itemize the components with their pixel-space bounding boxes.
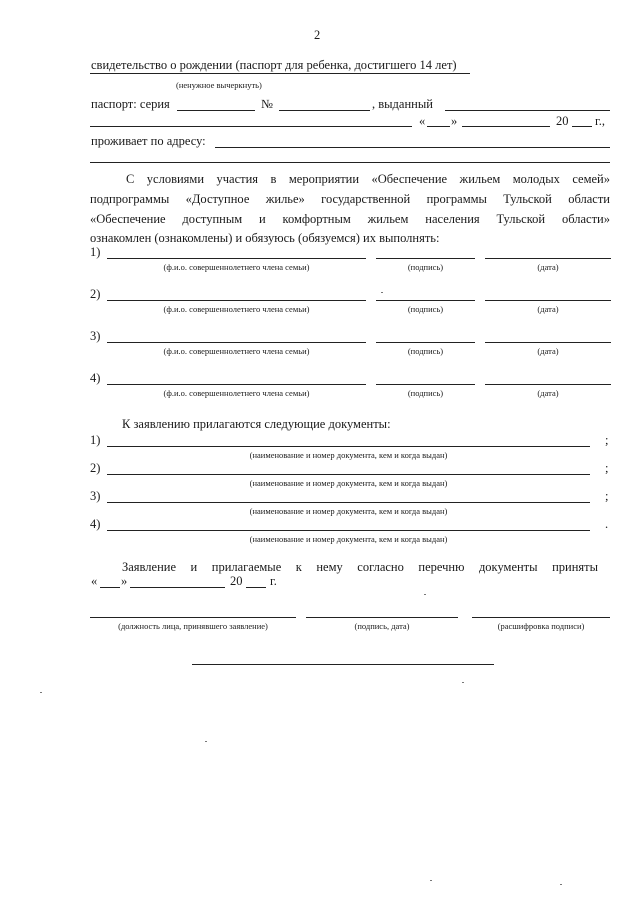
member-sign-caption: (подпись) <box>407 388 444 398</box>
passport-series-field[interactable] <box>177 110 255 111</box>
passport-issued-label: , выданный <box>372 97 433 111</box>
document-number: 2) <box>90 461 101 475</box>
member-number: 1) <box>90 245 101 259</box>
document-number: 3) <box>90 489 101 503</box>
acceptance-close-quote: » <box>121 574 128 588</box>
document-field[interactable] <box>107 446 590 447</box>
document-end-mark: ; <box>605 489 609 503</box>
birth-certificate-label: свидетельство о рождении (паспорт для ребенка, достигшего 14 лет) <box>91 58 457 72</box>
acceptance-year-suffix: г. <box>270 574 277 588</box>
member-date-field[interactable] <box>485 300 611 301</box>
document-caption: (наименование и номер документа, кем и когда выдан) <box>249 450 448 460</box>
document-field[interactable] <box>107 530 590 531</box>
position-caption: (должность лица, принявшего заявление) <box>118 621 268 631</box>
passport-issued-by-field-2[interactable] <box>90 126 412 127</box>
passport-year-suffix: г., <box>595 114 605 128</box>
scan-speck <box>430 880 432 881</box>
member-sign-field[interactable] <box>376 342 475 343</box>
member-fio-field[interactable] <box>107 258 366 259</box>
document-number: 4) <box>90 517 101 531</box>
member-date-caption: (дата) <box>537 304 559 314</box>
scan-speck <box>424 594 426 595</box>
member-fio-caption: (ф.и.о. совершеннолетнего члена семьи) <box>163 304 310 314</box>
conditions-line-2: подпрограммы «Доступное жилье» государственной программы Тульской области <box>90 192 610 206</box>
passport-year-prefix: 20 <box>556 114 569 128</box>
member-fio-caption: (ф.и.о. совершеннолетнего члена семьи) <box>163 346 310 356</box>
page-number: 2 <box>314 28 321 42</box>
passport-day-field[interactable] <box>427 126 450 127</box>
member-number: 4) <box>90 371 101 385</box>
address-field-2[interactable] <box>90 162 610 163</box>
position-field[interactable] <box>90 617 296 618</box>
member-number: 3) <box>90 329 101 343</box>
document-end-mark: ; <box>605 461 609 475</box>
sign-date-field[interactable] <box>306 617 458 618</box>
member-sign-field[interactable] <box>376 300 475 301</box>
member-date-caption: (дата) <box>537 346 559 356</box>
conditions-line-3: «Обеспечение доступным и комфортным жильем населения Тульской области» <box>90 212 610 226</box>
passport-number-label: № <box>261 97 273 111</box>
scan-speck <box>462 682 464 683</box>
scan-speck <box>560 884 562 885</box>
document-caption: (наименование и номер документа, кем и когда выдан) <box>249 506 448 516</box>
member-fio-caption: (ф.и.о. совершеннолетнего члена семьи) <box>163 262 310 272</box>
member-fio-caption: (ф.и.о. совершеннолетнего члена семьи) <box>163 388 310 398</box>
acceptance-open-quote: « <box>91 574 98 588</box>
acceptance-year-field[interactable] <box>246 587 266 588</box>
member-fio-field[interactable] <box>107 300 366 301</box>
member-date-field[interactable] <box>485 258 611 259</box>
attachments-intro: К заявлению прилагаются следующие документы: <box>122 417 391 431</box>
passport-year-field[interactable] <box>572 126 592 127</box>
member-fio-field[interactable] <box>107 342 366 343</box>
member-number: 2) <box>90 287 101 301</box>
acceptance-year-prefix: 20 <box>230 574 243 588</box>
member-date-caption: (дата) <box>537 262 559 272</box>
passport-month-field[interactable] <box>462 126 550 127</box>
sign-date-caption: (подпись, дата) <box>354 621 410 631</box>
address-field[interactable] <box>215 147 610 148</box>
acceptance-day-field[interactable] <box>100 587 120 588</box>
decode-field[interactable] <box>472 617 610 618</box>
acceptance-text: Заявление и прилагаемые к нему согласно перечню документы приняты <box>122 560 598 574</box>
conditions-line-4: ознакомлен (ознакомлены) и обязуюсь (обязуемся) их выполнять: <box>90 231 440 245</box>
member-sign-field[interactable] <box>376 258 475 259</box>
member-fio-field[interactable] <box>107 384 366 385</box>
member-sign-caption: (подпись) <box>407 304 444 314</box>
passport-issued-by-field[interactable] <box>445 110 610 111</box>
document-number: 1) <box>90 433 101 447</box>
member-date-field[interactable] <box>485 384 611 385</box>
scan-speck <box>205 741 207 742</box>
strike-hint: (ненужное вычеркнуть) <box>176 80 262 90</box>
document-end-mark: ; <box>605 433 609 447</box>
passport-number-field[interactable] <box>279 110 370 111</box>
scan-speck <box>40 692 42 693</box>
document-caption: (наименование и номер документа, кем и когда выдан) <box>249 534 448 544</box>
acceptance-month-field[interactable] <box>130 587 225 588</box>
document-end-mark: . <box>605 517 609 531</box>
scan-speck <box>381 292 383 293</box>
member-date-field[interactable] <box>485 342 611 343</box>
document-caption: (наименование и номер документа, кем и когда выдан) <box>249 478 448 488</box>
member-sign-caption: (подпись) <box>407 346 444 356</box>
conditions-line-1: С условиями участия в мероприятии «Обеспечение жильем молодых семей» <box>126 172 610 186</box>
decode-caption: (расшифровка подписи) <box>497 621 585 631</box>
document-field[interactable] <box>107 502 590 503</box>
passport-date-open-quote: « <box>419 114 426 128</box>
closing-rule <box>192 664 494 665</box>
passport-date-close-quote: » <box>451 114 458 128</box>
birth-certificate-underline <box>90 73 470 74</box>
member-sign-field[interactable] <box>376 384 475 385</box>
member-sign-caption: (подпись) <box>407 262 444 272</box>
passport-series-label: паспорт: серия <box>91 97 170 111</box>
document-field[interactable] <box>107 474 590 475</box>
member-date-caption: (дата) <box>537 388 559 398</box>
address-label: проживает по адресу: <box>91 134 206 148</box>
